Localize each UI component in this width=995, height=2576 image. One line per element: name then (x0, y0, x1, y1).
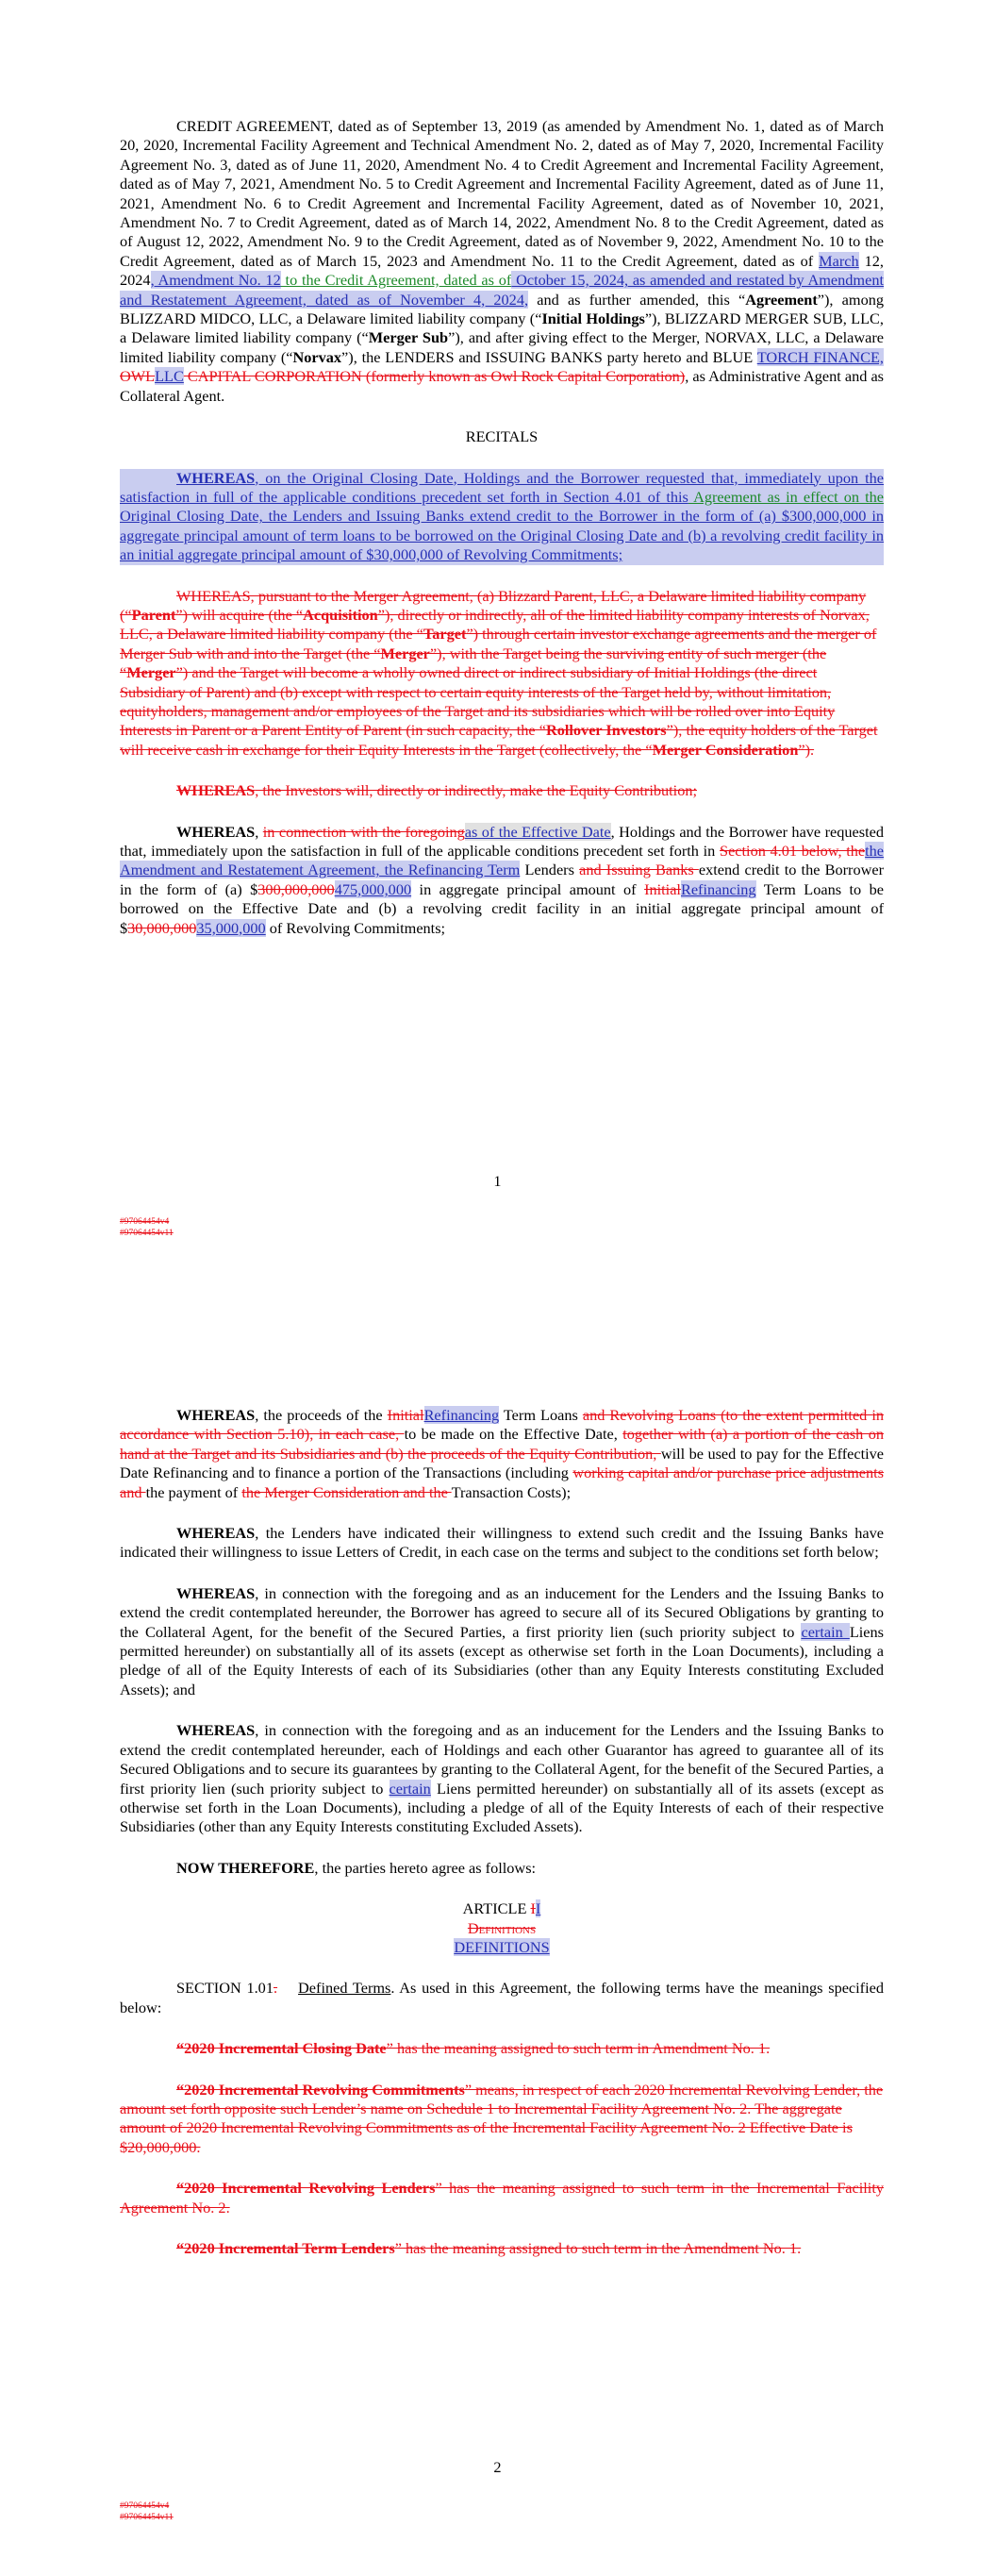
insertion: certain (801, 1622, 850, 1641)
recital-investors-deleted (120, 781, 884, 800)
deleted-text: ”). (798, 740, 815, 759)
body-text: Term Loans (499, 1406, 583, 1424)
body-text: , (255, 822, 263, 841)
deleted-term: Merger Consideration (652, 740, 799, 759)
deleted-term: Merger (126, 663, 176, 682)
insertion: as of the Effective Date (464, 822, 611, 841)
deleted-term: “2020 Incremental Revolving Commitments (176, 2080, 465, 2099)
insertion: the Amendment and Restatement Agreement, the Refinancing Term (120, 842, 885, 879)
deleted-text: , the Investors will, directly or indirectly, make the Equity Contribution; (255, 781, 697, 800)
moved-text: Agreement as in effect on the (688, 487, 884, 506)
body-text: extend credit to the Borrower in the form of (a) $ (120, 861, 884, 898)
deletion: OWL (120, 367, 156, 386)
article-label: ARTICLE (462, 1899, 531, 1918)
insertion: Refinancing (423, 1406, 500, 1424)
document-id-footer (120, 1217, 174, 1239)
deleted-text: ”), the equity holders of the Target will receive cash in exchange for their Equity Interests in the Target (collectively, the “ (120, 721, 878, 759)
intro-text: , as Administrative Agent and as Collateral Agent. (120, 367, 885, 405)
body-text: will be used to pay for the Effective Date Refinancing and to finance a portion of the Transactions (including (120, 1444, 884, 1482)
whereas-label: WHEREAS (176, 1524, 256, 1543)
body-text: , the Lenders have indicated their willingness to extend such credit and the Issuing Banks have indicated their willingness to issue Letters of Credit, in each case on the terms and subject to the conditions set forth below; (120, 1524, 884, 1562)
deleted-term: “2020 Incremental Closing Date (176, 2039, 387, 2058)
insertion: October 15, 2024, as amended and restated by Amendment and Restatement Agreement, dated as of November 4, 2024, (120, 271, 884, 309)
deletion: working capital and/or purchase price adjustments and (120, 1464, 885, 1501)
body-text: Transaction Costs); (451, 1482, 572, 1501)
intro-text: ”), and after giving effect to the Merger, NORVAX, LLC, a Delaware limited liability company (“ (120, 328, 884, 366)
body-text: in aggregate principal amount of (411, 879, 645, 898)
document-id: #97064454v4 (120, 1217, 170, 1227)
deleted-text: ”) and the Target will become a wholly owned direct or indirect subsidiary of Initial Holdings (the direct Subsidiary of Parent) and (b) except with respect to certain equity interests of the Target held by, without limitation, equityholders, management and/or employees of the Target and its subsidiaries which will be rolled over into Equity Interests in Parent or a Parent Entity of Parent (in such capacity, the “ (120, 663, 836, 740)
recital-borrower-security (120, 1584, 884, 1699)
body-text: to be made on the Effective Date, (404, 1425, 623, 1444)
body-text: Liens permitted hereunder) on substantially all of its assets (except as otherwise set forth in the Loan Documents), including a pledge of all of the Equity Interests of each of their respective Subsidiaries (other than any Equity Interests constituting Excluded Assets). (120, 1779, 884, 1836)
document-id: #97064454v11 (120, 2512, 174, 2522)
insertion: 35,000,000 (196, 918, 266, 937)
recital-proceeds (120, 1406, 884, 1502)
recital-guarantor-security (120, 1721, 884, 1836)
page-1-body (120, 117, 884, 938)
intro-text: ”), BLIZZARD MERGER SUB, LLC, a Delaware limited liability company (“ (120, 309, 884, 347)
insertion: LLC (155, 367, 184, 386)
defined-term: Norvax (292, 347, 342, 366)
section-title: Defined Terms (298, 1979, 391, 1998)
body-text: of Revolving Commitments; (265, 918, 446, 937)
article-heading (120, 1899, 884, 1957)
insertion: Refinancing (680, 879, 756, 898)
deleted-text: ”), with the Target being the surviving entity of such merger (the “ (120, 644, 827, 682)
deletion: and Revolving Loans (to the extent permitted in accordance with Section 5.10), in each case, (120, 1406, 885, 1444)
definition-deleted (120, 2039, 884, 2058)
deleted-text: ” has the meaning assigned to such term in Amendment No. 1. (386, 2039, 771, 2058)
body-text: , in connection with the foregoing and as an inducement for the Lenders and the Issuing Banks to extend the credit contemplated hereunder, each of Holdings and each other Guarantor has agreed to guarantee all of its Secured Obligations and to secure its guarantees by granting to the Collateral Agent, for the benefit of the Secured Parties, a first priority lien (such priority subject to (120, 1721, 884, 1798)
deleted-text: ” means, in respect of each 2020 Incremental Revolving Lender, the amount set forth opposite such Lender’s name on Schedule 1 to Incremental Facility Agreement No. 2. The aggregate amount of 2020 Incremental Revolving Commitments as of the Incremental Facility Agreement No. 2 Effective Date is $20,000,000. (120, 2080, 884, 2156)
moved-text: to the Credit Agreement, dated as of (280, 271, 512, 290)
deleted-text: ” has the meaning assigned to such term in the Incremental Facility Agreement No. 2. (120, 2179, 884, 2216)
definition-deleted (120, 2081, 884, 2158)
insertion: WHEREAS (176, 468, 256, 487)
now-therefore-label: NOW THEREFORE (176, 1858, 315, 1877)
deletion: Section 4.01 below, the (720, 842, 866, 860)
document-id-footer (120, 2501, 174, 2523)
deletion: and Issuing Banks (579, 861, 699, 879)
intro-text: 12, 2024 (120, 251, 884, 290)
whereas-label: WHEREAS (176, 1583, 256, 1602)
page-2 (0, 1288, 995, 2576)
body-text: , the parties hereto agree as follows: (314, 1858, 537, 1877)
body-text: , Holdings and the Borrower have requested that, immediately upon the satisfaction in full of the applicable conditions precedent set forth in (120, 822, 884, 860)
recital-original-closing (120, 469, 884, 565)
body-text: . As used in this Agreement, the following terms have the meanings specified below: (120, 1979, 884, 2016)
insertion: I (535, 1899, 541, 1918)
deleted-text: ” has the meaning assigned to such term in the Amendment No. 1. (394, 2239, 802, 2257)
article-title-deleted: Definitions (467, 1918, 537, 1937)
deletion: the Merger Consideration and the (241, 1482, 452, 1501)
defined-term: Merger Sub (368, 328, 449, 347)
insertion: DEFINITIONS (454, 1937, 550, 1956)
insertion: certain (389, 1779, 431, 1798)
whereas-label: WHEREAS (176, 822, 256, 841)
insertion: , Amendment No. 12 (150, 271, 281, 290)
whereas-label: WHEREAS (176, 1406, 256, 1424)
deleted-term: Merger (380, 644, 430, 662)
deletion: 30,000,000 (127, 918, 197, 937)
now-therefore (120, 1859, 884, 1878)
defined-term: Agreement (745, 290, 818, 309)
body-text: , the proceeds of the (255, 1406, 388, 1424)
recital-merger-deleted (120, 587, 884, 761)
deletion: 300,000,000 (257, 879, 335, 898)
deleted-term: Target (423, 625, 467, 644)
deletion: . (273, 1979, 278, 1998)
deleted-term: “2020 Incremental Term Lenders (176, 2239, 395, 2257)
insertion: March (819, 251, 859, 270)
intro-text: ”), among BLIZZARD MIDCO, LLC, a Delaware limited liability company (“ (120, 290, 884, 328)
intro-text: ”), the LENDERS and ISSUING BANKS party hereto and BLUE (341, 347, 757, 366)
article-title-inserted (120, 1938, 884, 1957)
section-1-01 (120, 1979, 884, 2017)
deletion: I (530, 1899, 536, 1918)
page-2-body (120, 1406, 884, 2258)
deletion: Initial (387, 1406, 424, 1424)
recitals-heading: RECITALS (465, 427, 539, 446)
section-number: SECTION 1.01 (176, 1979, 274, 1998)
document-id: #97064454v11 (120, 1228, 174, 1238)
deleted-term: Rollover Investors (545, 721, 667, 740)
deleted-text: WHEREAS, pursuant to the Merger Agreement, (a) Blizzard Parent, LLC, a Delaware limited liability company (“ (120, 586, 867, 624)
deletion: together with (a) a portion of the cash on hand at the Target and its Subsidiaries and (b) the proceeds of the Equity Contribution, (120, 1425, 885, 1463)
body-text: Liens permitted hereunder) on substantially all of its assets (except as otherwise set forth in the Loan Documents), including a pledge of all of the Equity Interests of each of its Subsidiaries (other than any Equity Interests constituting Excluded Assets); and (120, 1622, 885, 1698)
whereas-label: WHEREAS (176, 1721, 256, 1740)
deleted-term: Acquisition (303, 605, 378, 624)
body-text: Lenders (520, 861, 580, 879)
deletion: in connection with the foregoing (262, 822, 465, 841)
body-text: , in connection with the foregoing and as an inducement for the Lenders and the Issuing Banks to extend the credit contemplated hereunder, the Borrower has agreed to secure all of its Secured Obligations by granting to the Collateral Agent, for the benefit of the Secured Parties, a first priority lien (such priority subject to (120, 1583, 884, 1641)
deleted-term: “2020 Incremental Revolving Lenders (176, 2179, 436, 2198)
insertion: Original Closing Date, the Lenders and Issuing Banks extend credit to the Borrower in the form of (a) $300,000,000 in aggregate principal amount of term loans to be borrowed on the Original Closing Date and (b) a revolving credit facility in an initial aggregate principal amount of $30,000,000 of Revolving Commitments; (120, 507, 884, 564)
body-text: the payment of (145, 1482, 242, 1501)
definition-deleted (120, 2179, 884, 2217)
insertion: 475,000,000 (334, 879, 412, 898)
deletion: CAPITAL CORPORATION (formerly known as Owl Rock Capital Corporation) (183, 367, 686, 386)
recital-willingness (120, 1524, 884, 1563)
definition-deleted (120, 2239, 884, 2258)
deleted-term: Parent (131, 605, 176, 624)
deleted-text: ”), directly or indirectly, all of the limited liability company interests of Norvax, LLC, a Delaware limited liability company (the “ (120, 605, 870, 644)
intro-text: and as further amended, this “ (528, 290, 746, 309)
recital-effective-date (120, 823, 884, 938)
insertion: TORCH FINANCE, (756, 347, 884, 366)
deletion: Initial (644, 879, 681, 898)
intro-text: CREDIT AGREEMENT, dated as of September 13, 2019 (as amended by Amendment No. 1, dated as of March 20, 2020, Incremental Facility Agreement and Technical Amendment No. 2, dated as of May 7, 2020, Incremental Facility Agreement No. 3, dated as of June 11, 2020, Amendment No. 4 to Credit Agreement and Incremental Facility Agreement, dated as of May 7, 2021, Amendment No. 5 to Credit Agreement and Incremental Facility Agreement, dated as of June 11, 2021, Amendment No. 6 to Credit Agreement and Incremental Facility Agreement, dated as of November 10, 2021, Amendment No. 7 to Credit Agreement, dated as of March 14, 2022, Amendment No. 8 to the Credit Agreement, dated as of August 12, 2022, Amendment No. 9 to the Credit Agreement, dated as of November 9, 2022, Amendment No. 10 to the Credit Agreement, dated as of March 15, 2023 and Amendment No. 11 to the Credit Agreement, dated as of (120, 117, 884, 270)
deleted-term: WHEREAS (176, 781, 256, 800)
intro-paragraph (120, 117, 884, 406)
document-id: #97064454v4 (120, 2501, 170, 2511)
body-text: Term Loans to be borrowed on the Effective Date and (b) a revolving credit facility in an initial aggregate principal amount of $ (120, 879, 885, 937)
deleted-text: ”) through certain investor exchange agreements and the merger of Merger Sub with and into the Target (the “ (120, 625, 877, 662)
insertion: , on the Original Closing Date, Holdings and the Borrower requested that, immediately upon the satisfaction in full of the applicable conditions precedent set forth in Section 4.01 of this (120, 468, 884, 506)
page-number: 1 (493, 1172, 502, 1190)
deleted-text: ”) will acquire (the “ (175, 605, 304, 624)
defined-term: Initial Holdings (541, 309, 645, 328)
page-number: 2 (493, 2458, 502, 2476)
article-number (120, 1899, 884, 1918)
